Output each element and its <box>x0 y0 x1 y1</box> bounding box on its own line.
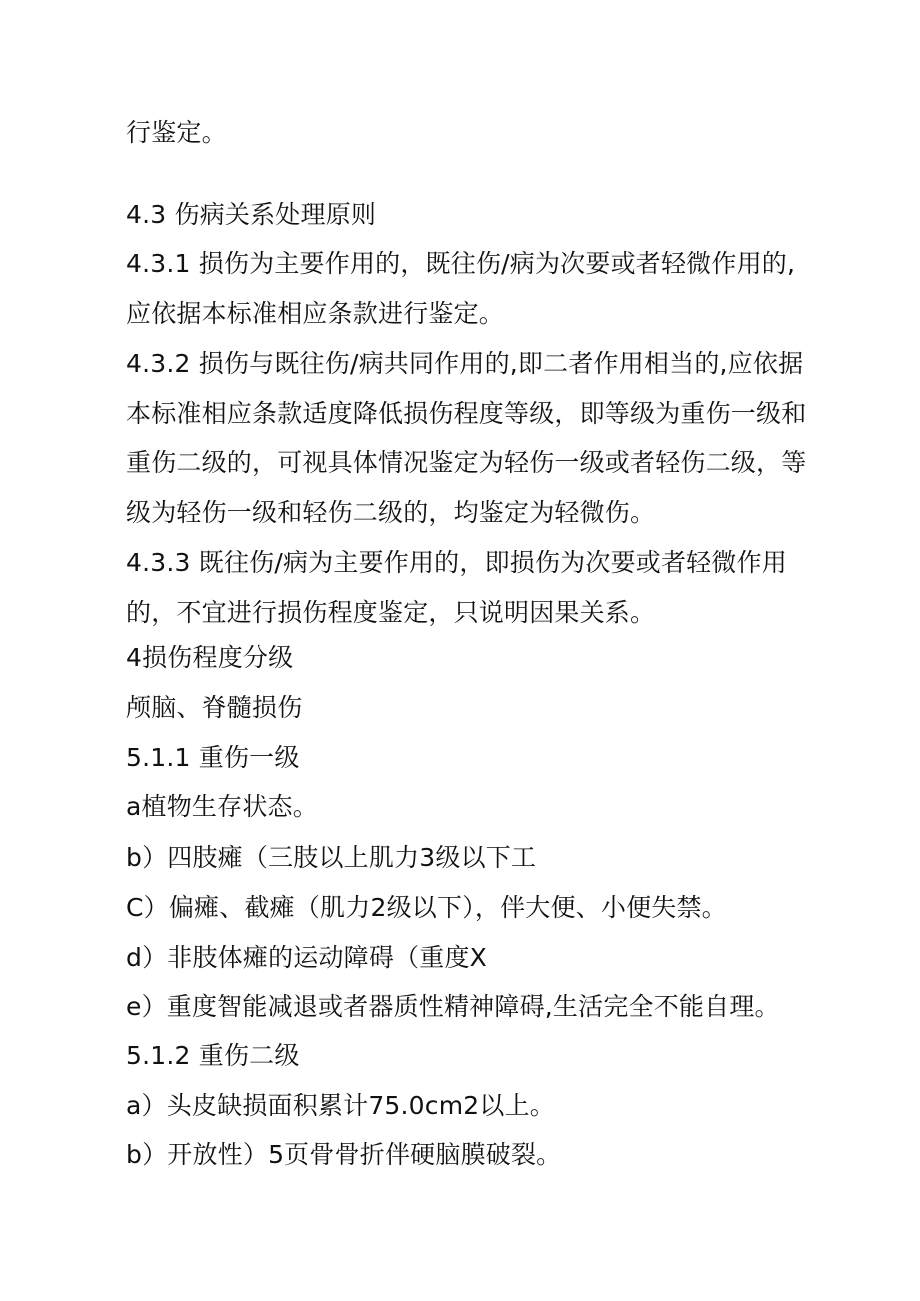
clause-4-3-2-cont-1: 本标准相应条款适度降低损伤程度等级，即等级为重伤一级和 <box>126 399 807 428</box>
clause-4-3-2-cont-3: 级为轻伤一级和轻伤二级的，均鉴定为轻微伤。 <box>126 498 656 527</box>
clause-4-3-3: 4.3.3 既往伤/病为主要作用的，即损伤为次要或者轻微作用 <box>126 548 787 577</box>
list-item-b: b）四肢瘫（三肢以上肌力3级以下工 <box>126 843 537 872</box>
clause-4-3-2: 4.3.2 损伤与既往伤/病共同作用的,即二者作用相当的,应依据 <box>126 349 804 378</box>
section-heading-brain-spine: 颅脑、脊髓损伤 <box>126 693 303 722</box>
clause-4-3-1-cont: 应依据本标准相应条款进行鉴定。 <box>126 299 505 328</box>
clause-4-3-2-cont-2: 重伤二级的，可视具体情况鉴定为轻伤一级或者轻伤二级，等 <box>126 448 807 477</box>
section-heading-grading: 4损伤程度分级 <box>126 643 294 672</box>
clause-4-3-3-cont: 的，不宜进行损伤程度鉴定，只说明因果关系。 <box>126 598 656 627</box>
text-line-continuation: 行鉴定。 <box>126 118 227 147</box>
list-item-d: d）非肢体瘫的运动障碍（重度X <box>126 943 487 972</box>
section-heading-4-3: 4.3 伤病关系处理原则 <box>126 200 377 229</box>
list-item-a: a植物生存状态。 <box>126 792 318 821</box>
list-item-e: e）重度智能减退或者器质性精神障碍,生活完全不能自理。 <box>126 992 780 1021</box>
list-item-b-2: b）开放性）5页骨骨折伴硬脑膜破裂。 <box>126 1140 562 1169</box>
list-item-a-2: a）头皮缺损面积累计75.0cm2以上。 <box>126 1091 555 1120</box>
list-item-c: C）偏瘫、截瘫（肌力2级以下），伴大便、小便失禁。 <box>126 893 727 922</box>
clause-4-3-1: 4.3.1 损伤为主要作用的，既往伤/病为次要或者轻微作用的, <box>126 249 796 278</box>
clause-5-1-1: 5.1.1 重伤一级 <box>126 743 300 772</box>
clause-5-1-2: 5.1.2 重伤二级 <box>126 1041 300 1070</box>
